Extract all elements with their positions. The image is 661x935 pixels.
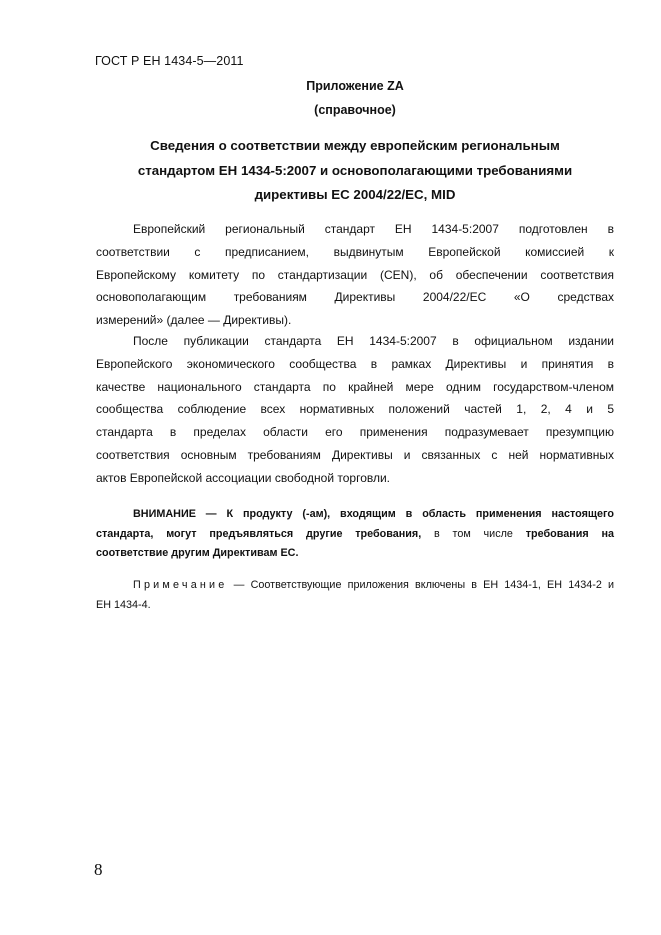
paragraph-line: сообщества соблюдение всех нормативных положений частей 1, 2, 4 и 5 (96, 402, 614, 417)
note-line (96, 576, 614, 596)
warning-block (96, 505, 614, 564)
paragraph-2 (96, 330, 614, 490)
paragraph-line: Европейскому комитету по стандартизации (CEN), об обеспечении соответствия (96, 267, 614, 282)
paragraph-line: Европейский региональный стандарт ЕН 1434-5:2007 подготовлен в (133, 222, 614, 236)
note-label: Примечание (133, 579, 228, 591)
paragraph-line: соответствия основным требованиям Директивы и связанных с ней нормативных (96, 447, 614, 462)
heading-line: стандартом ЕН 1434-5:2007 и основополагающими требованиями (137, 162, 573, 178)
paragraph-line: качестве национального стандарта по крайней мере одним государством-членом (96, 379, 614, 394)
heading-line: директивы ЕС 2004/22/ЕС, MID (254, 187, 456, 202)
section-heading (96, 134, 614, 208)
warning-text: — К продукту (-ам), входящим в область применения настоящего (195, 508, 614, 520)
heading-line: Сведения о соответствии между европейским региональным (150, 138, 560, 153)
warning-text: в том числе (421, 527, 526, 540)
note-text: — Соответствующие приложения включены в ЕН 1434-1, ЕН 1434-2 и (227, 579, 614, 591)
warning-label: ВНИМАНИЕ (133, 508, 196, 520)
page-number: 8 (94, 860, 103, 879)
warning-line (96, 505, 614, 525)
warning-line (96, 544, 614, 564)
paragraph-line: основополагающим требованиям Директивы 2004/22/ЕС «О средствах (96, 290, 614, 305)
paragraph-line: соответствии с предписанием, выдвинутым Европейской комиссией к (96, 244, 614, 259)
note-block (96, 576, 614, 615)
paragraph-line: Европейского экономического сообщества в рамках Директивы и принятия в (96, 356, 614, 371)
warning-text: стандарта, могут предъявляться другие требования, (96, 527, 422, 540)
paragraph-line: измерений» (далее — Директивы). (96, 313, 292, 328)
warning-line (96, 525, 614, 545)
warning-text: требования на (525, 527, 614, 540)
paragraph-line: После публикации стандарта ЕН 1434-5:2007 в официальном издании (133, 334, 614, 348)
paragraph-1 (96, 218, 614, 332)
annex-title: Приложение ZA (306, 79, 404, 93)
note-line: ЕН 1434-4. (96, 598, 151, 611)
annex-subtitle: (справочное) (314, 103, 396, 117)
warning-text: соответствие другим Директивам ЕС. (96, 547, 299, 559)
paragraph-line: актов Европейской ассоциации свободной торговли. (96, 470, 391, 485)
paragraph-line: стандарта в пределах области его применения подразумевает презумпцию (96, 425, 614, 440)
document-code: ГОСТ Р ЕН 1434-5—2011 (95, 54, 244, 68)
